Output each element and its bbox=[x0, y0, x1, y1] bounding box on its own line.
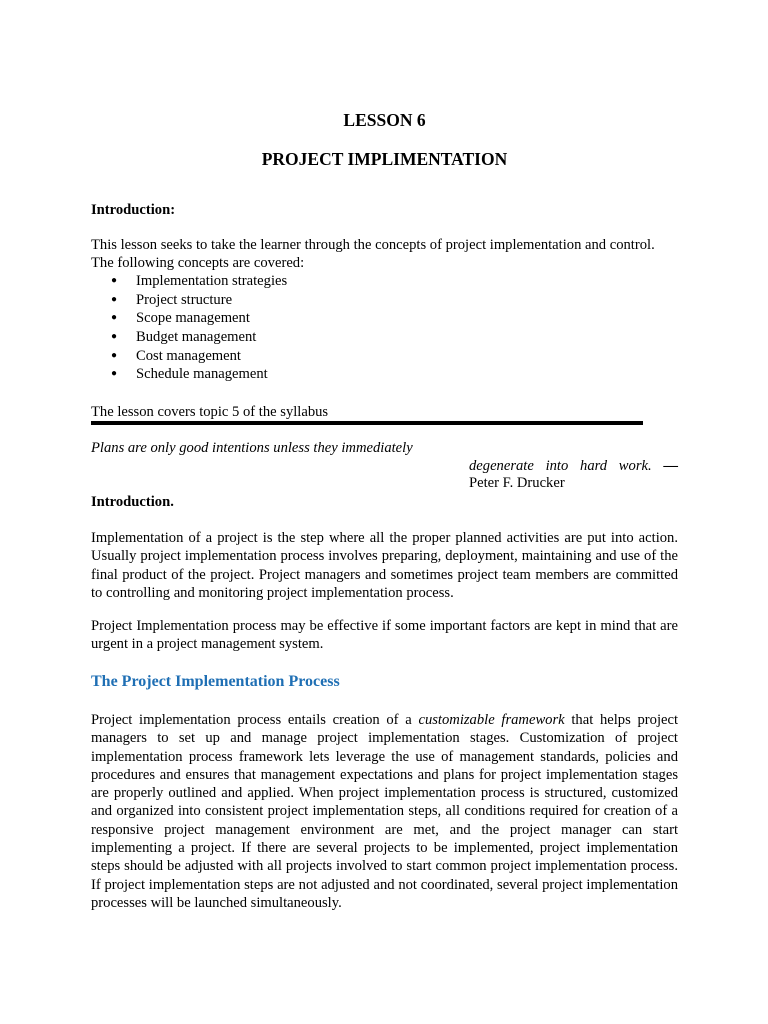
list-item-text: Project structure bbox=[136, 291, 233, 308]
bullet-icon: ● bbox=[111, 368, 118, 380]
list-item bbox=[91, 328, 287, 347]
paragraph-process-rest: that helps project managers to set up and manage project implementation stages. Customization of project implementation process framework lets leverage the use of management standards, policies and procedures and ensures that management expectations and plans for project implementation stages are properly outlined and applied. When project implementation process is structured, customized and organized into consistent project implementation steps, all conditions required for creation of a responsive project management environment are met, and the project manager can start implementing a project. If there are several projects to be implemented, project implementation steps should be adjusted with all projects involved to start common project implementation process. If project implementation steps are not adjusted and not coordinated, several project implementation processes will be launched simultaneously. bbox=[91, 712, 679, 911]
introduction-text bbox=[91, 236, 678, 273]
introduction-line-1: This lesson seeks to take the learner through the concepts of project implementation and control. bbox=[91, 237, 655, 253]
bullet-icon: ● bbox=[111, 312, 118, 324]
process-heading: The Project Implementation Process bbox=[91, 673, 340, 690]
list-item bbox=[91, 347, 287, 366]
paragraph-implementation: Implementation of a project is the step where all the proper planned activities are put into action. Usually project implementation process involves preparing, deployment, maintaining and use of the final product of the project. Project managers and sometimes project team members are committed to controlling and monitoring project implementation process. bbox=[91, 530, 678, 601]
syllabus-note: The lesson covers topic 5 of the syllabus bbox=[91, 404, 329, 420]
bullet-icon: ● bbox=[111, 349, 118, 361]
bullet-icon: ● bbox=[111, 275, 118, 286]
paragraph-factors: Project Implementation process may be effective if some important factors are kept in mind that are urgent in a project management system. bbox=[91, 618, 678, 653]
lesson-number: LESSON 6 bbox=[343, 110, 426, 130]
introduction-heading: Introduction: bbox=[91, 202, 176, 218]
list-item bbox=[91, 309, 287, 328]
page-title: PROJECT IMPLIMENTATION bbox=[261, 149, 508, 169]
list-item-text: Scope management bbox=[136, 310, 250, 327]
quote-text: degenerate into hard work. bbox=[469, 458, 652, 474]
bullet-icon: ● bbox=[111, 331, 118, 343]
paragraph-process bbox=[91, 711, 678, 912]
list-item bbox=[91, 365, 287, 384]
concepts-list bbox=[91, 272, 287, 384]
bullet-icon: ● bbox=[111, 293, 118, 305]
paragraph-process-emphasis: customizable framework bbox=[418, 712, 565, 728]
quote-line-1: Plans are only good intentions unless they immediately bbox=[91, 440, 413, 456]
quote-author: Peter F. Drucker bbox=[469, 475, 565, 491]
introduction-heading-2: Introduction. bbox=[91, 494, 174, 510]
paragraph-process-start: Project implementation process entails creation of a bbox=[91, 712, 419, 728]
list-item bbox=[91, 272, 287, 291]
list-item-text: Implementation strategies bbox=[136, 273, 288, 289]
list-item-text: Schedule management bbox=[136, 366, 268, 383]
quote-dash: — bbox=[663, 458, 678, 474]
list-item-text: Budget management bbox=[136, 329, 257, 346]
quote-line-2 bbox=[469, 457, 678, 475]
list-item-text: Cost management bbox=[136, 347, 241, 364]
list-item bbox=[91, 291, 287, 310]
introduction-line-2: The following concepts are covered: bbox=[91, 255, 305, 272]
section-divider bbox=[91, 421, 643, 425]
